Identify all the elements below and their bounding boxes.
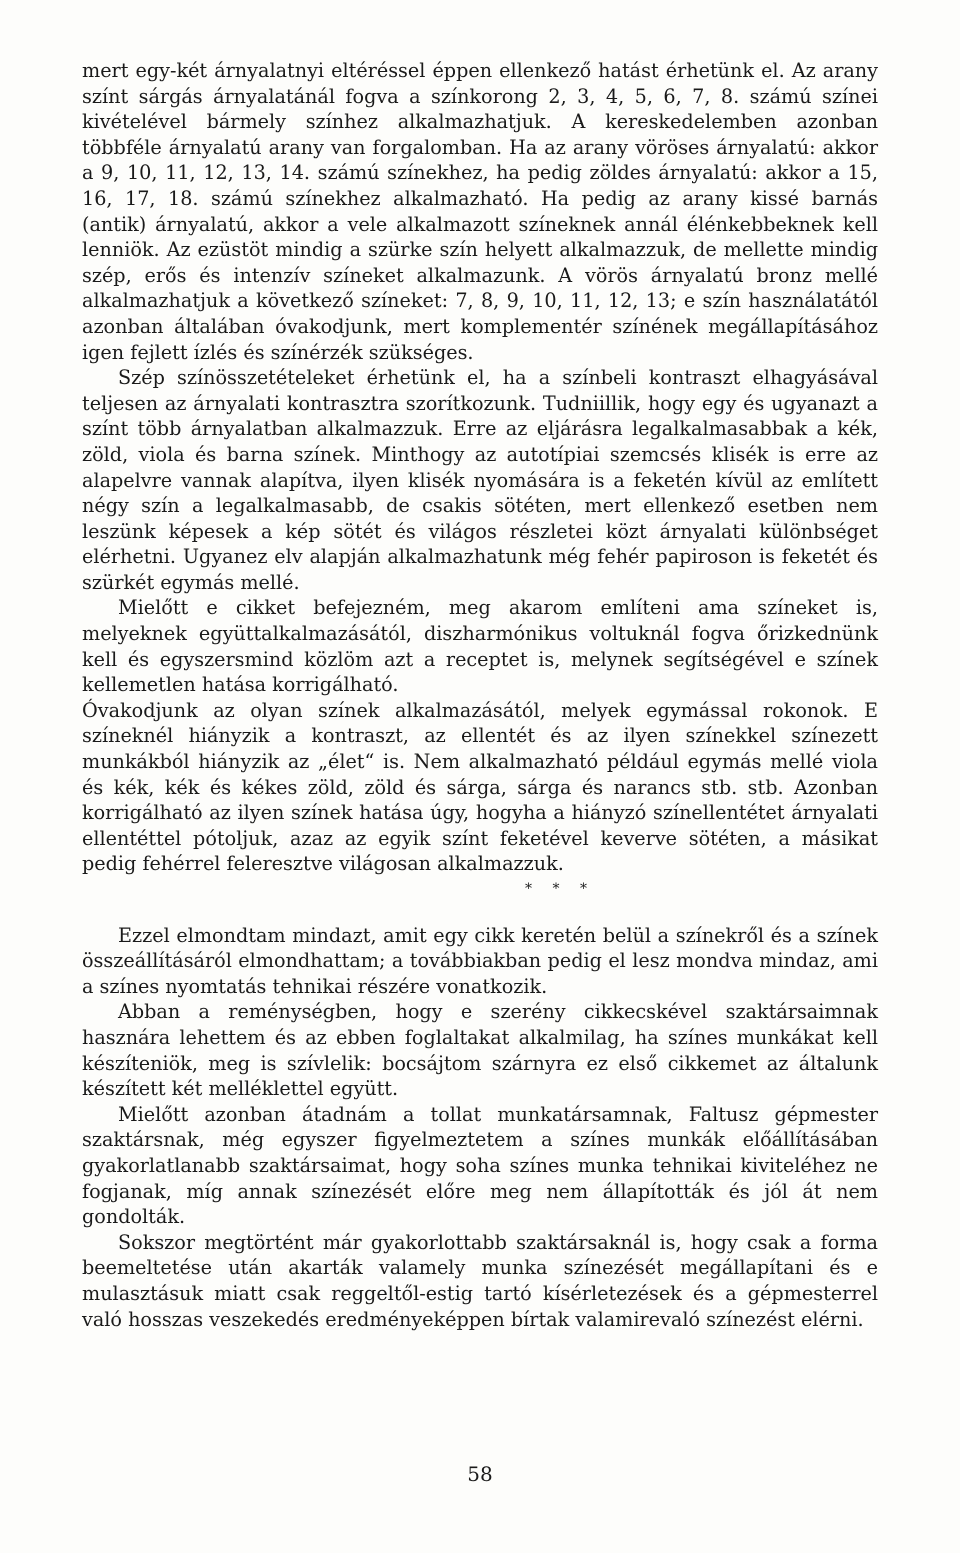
paragraph-3: Mielőtt e cikket befejezném, meg akarom említeni ama színeket is, melyeknek együttalkalmazásától, diszharmónikus voltuknál fogva őrizkednünk kell és egyszersmind közlöm azt a receptet is, melynek segítségével e színek kellemetlen hatása korrigálható.	[82, 596, 878, 697]
body-text	[82, 58, 878, 1332]
page-number: 58	[467, 1462, 493, 1486]
paragraph-4: Óvakodjunk az olyan színek alkalmazásától, melyek egymással rokonok. E színeknél hiányzik a kontraszt, az ellentét és az ilyen színekkel színezett munkákból hiányzik az „élet“ is. Nem alkalmazható például egymás mellé viola és kék, kék és kékes zöld, zöld és sárga, sárga és narancs stb. stb. Azonban korrigálható az ilyen színek hatása úgy, hogyha a hiányzó színellentétet árnyalati ellentéttel pótoljuk, azaz az egyik színt feketével keverve sötéten, a másikat pedig fehérrel feleresztve világosan alkalmazzuk.	[82, 698, 878, 876]
section-separator: * * *	[525, 881, 595, 897]
paragraph-5: Ezzel elmondtam mindazt, amit egy cikk keretén belül a színekről és a színek összeállításáról elmondhattam; a továbbiakban pedig el lesz mondva mindaz, ami a színes nyomtatás tehnikai részére vonatkozik.	[82, 923, 878, 998]
paragraph-1: mert egy-két árnyalatnyi eltéréssel éppen ellenkező hatást érhetünk el. Az arany színt sárgás árnyalatánál fogva a színkorong 2, 3, 4, 5, 6, 7, 8. számú színei kivételével bármely színhez alkalmazhatjuk. A kereskedelemben azonban többféle árnyalatú arany van forgalomban. Ha az arany vöröses árnyalatú: akkor a 9, 10, 11, 12, 13, 14. számú színekhez, ha pedig zöldes árnyalatú: akkor a 15, 16, 17, 18. számú színekhez alkalmazható. Ha pedig az arany kissé barnás (antik) árnyalatú, akkor a vele alkalmazott színeknek annál élénkebbeknek kell lenniök. Az ezüstöt mindig a szürke szín helyett alkalmazzuk, de mellette mindig szép, erős és intenzív színeket alkalmazunk. A vörös árnyalatú bronz mellé alkalmazhatjuk a következő színeket: 7, 8, 9, 10, 11, 12, 13; e szín használatától azonban általában óvakodjunk, mert komplementér színének megállapításához igen fejlett ízlés és színérzék szükséges.	[82, 59, 878, 364]
paragraph-6: Abban a reménységben, hogy e szerény cikkecskével szaktársaimnak hasznára lehettem és az ebben foglaltakat alkalmilag, ha színes munkákat kell készíteniök, meg is szívlelik: bocsájtom szárnyra ez első cikkemet az általunk készített két melléklettel együtt.	[82, 1000, 878, 1101]
paragraph-2: Szép színösszetételeket érhetünk el, ha a színbeli kontraszt elhagyásával teljesen az árnyalati kontrasztra szorítkozunk. Tudniillik, hogy egy és ugyanazt a színt több árnyalatban alkalmazzuk. Erre az eljárásra legalkalmasabbak a kék, zöld, viola és barna színek. Minthogy az autotípiai szemcsés klisék is erre az alapelvre vannak alapítva, ilyen klisék nyomására is a feketén kívül az említett négy szín a legalkalmasabb, de csakis sötéten, mert ellenkező esetben nem leszünk képesek a kép sötét és világos részletei közt árnyalati különbséget elérhetni. Ugyanez elv alapján alkalmazhatunk még fehér papiroson is feketét és szürkét egymás mellé.	[82, 366, 878, 594]
paragraph-8: Sokszor megtörtént már gyakorlottabb szaktársaknál is, hogy csak a forma beemeltetése után akarták valamely munka színezését megállapítani és e mulasztásuk miatt csak reggeltől-estig tartó kísérletezések és a gépmesterrel való hosszas veszekedés eredményeképpen bírtak valamirevaló színezést elérni.	[82, 1230, 878, 1331]
paragraph-7: Mielőtt azonban átadnám a tollat munkatársamnak, Faltusz gépmester szaktársnak, még egyszer figyelmeztetem a színes munkák előállításában gyakorlatlanabb szaktársaimat, hogy soha színes munka tehnikai kiviteléhez ne fogjanak, míg annak színezését előre meg nem állapították és jól át nem gondolták.	[82, 1102, 878, 1229]
